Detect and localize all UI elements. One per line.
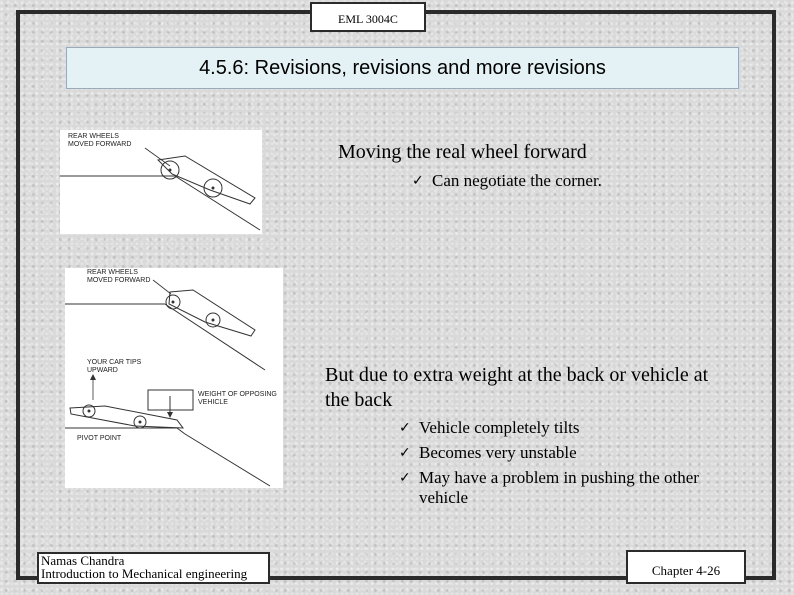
tipping-vehicle-diagram bbox=[65, 268, 283, 488]
check-icon: ✓ bbox=[399, 470, 411, 486]
list-item: ✓ May have a problem in pushing the other vehicle bbox=[399, 468, 699, 507]
fig2-top-label-line2: MOVED FORWARD bbox=[87, 277, 151, 284]
rear-wheels-forward-diagram bbox=[60, 130, 262, 234]
fig1-label-line1: REAR WHEELS bbox=[68, 133, 119, 140]
fig2-tips-label-line1: YOUR CAR TIPS bbox=[87, 359, 142, 366]
fig2-pivot-label: PIVOT POINT bbox=[77, 435, 122, 442]
fig1-label-line2: MOVED FORWARD bbox=[68, 141, 132, 148]
check-icon: ✓ bbox=[412, 173, 424, 189]
fig2-top-label-line1: REAR WHEELS bbox=[87, 269, 138, 276]
section1-bullet-list bbox=[412, 171, 602, 196]
list-item: ✓ Can negotiate the corner. bbox=[412, 171, 602, 190]
fig2-weight-label-line1: WEIGHT OF OPPOSING bbox=[198, 391, 277, 398]
slide-title: 4.5.6: Revisions, revisions and more revisions bbox=[66, 47, 739, 89]
course-code: EML 3004C bbox=[310, 2, 426, 32]
fig2-tips-label-line2: UPWARD bbox=[87, 367, 118, 374]
section2-bullet-list bbox=[399, 418, 719, 513]
fig2-weight-label-line2: VEHICLE bbox=[198, 399, 228, 406]
check-icon: ✓ bbox=[399, 445, 411, 461]
list-item: ✓ Vehicle completely tilts bbox=[399, 418, 580, 437]
list-item: ✓ Becomes very unstable bbox=[399, 443, 577, 462]
footer-course-name: Introduction to Mechanical engineering bbox=[41, 566, 248, 581]
section2-heading: But due to extra weight at the back or vehicle at the back bbox=[325, 364, 709, 411]
footer-author-box bbox=[37, 552, 270, 584]
check-icon: ✓ bbox=[399, 420, 411, 436]
footer-page-number: Chapter 4-26 bbox=[626, 550, 746, 584]
section1-heading: Moving the real wheel forward bbox=[338, 141, 587, 163]
footer-author: Namas Chandra bbox=[41, 553, 125, 568]
